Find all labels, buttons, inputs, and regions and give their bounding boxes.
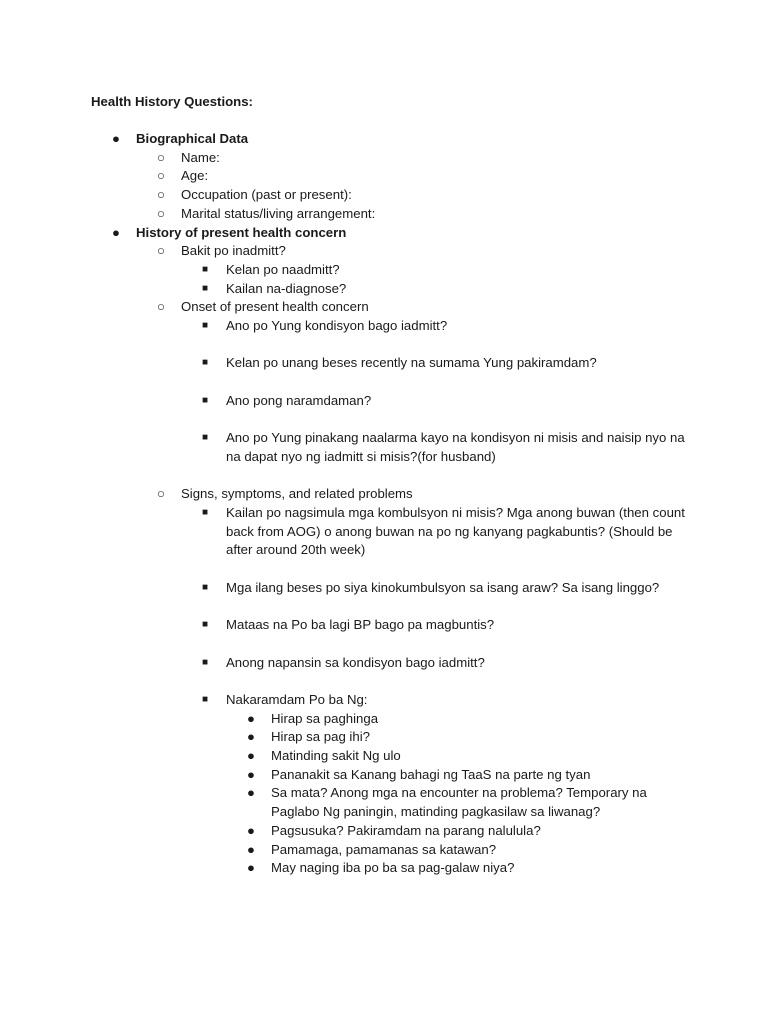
list-item-text: Occupation (past or present): <box>181 187 352 203</box>
list-item <box>0 280 768 299</box>
list-item-text: Pamamaga, pamamanas sa katawan? <box>271 841 497 857</box>
list-item-text: Marital status/living arrangement: <box>181 205 376 221</box>
list-item <box>0 429 768 466</box>
list-item-text: Name: <box>181 149 220 165</box>
list-item <box>0 616 768 635</box>
circle-marker: ○ <box>157 187 165 203</box>
bullet-marker: ● <box>112 131 120 146</box>
square-marker: ■ <box>202 693 209 705</box>
list-item-text: Kailan po nagsimula mga kombulsyon ni misis? Mga anong buwan (then count back from AOG) o anong buwan na po ng kanyang pagkabuntis? (Should be after around 20th week) <box>226 505 685 558</box>
list-item <box>0 822 768 841</box>
square-marker: ■ <box>202 432 209 444</box>
list-item-text: Mga ilang beses po siya kinokumbulsyon sa isang araw? Sa isang linggo? <box>226 579 660 595</box>
list-item <box>0 504 768 560</box>
list-item-text: Mataas na Po ba lagi BP bago pa magbuntis? <box>226 617 495 633</box>
list-item-text: Kelan po naadmitt? <box>226 261 340 277</box>
list-item <box>0 167 768 186</box>
square-marker: ■ <box>202 263 209 275</box>
list-item-text: Ano pong naramdaman? <box>226 392 372 408</box>
list-item <box>0 186 768 205</box>
bullet-marker: ● <box>247 860 255 876</box>
subsection-label: Bakit po inadmitt? <box>181 243 286 259</box>
list-item <box>0 859 768 878</box>
bullet-marker: ● <box>112 224 120 240</box>
list-item <box>0 149 768 168</box>
list-item <box>0 691 768 710</box>
section-history-present-concern <box>0 224 768 243</box>
list-item-text: Kailan na-diagnose? <box>226 280 347 296</box>
square-marker: ■ <box>202 656 209 668</box>
subsection-bakit <box>0 242 768 261</box>
square-marker: ■ <box>202 282 209 294</box>
list-item-text: Nakaramdam Po ba Ng: <box>226 691 368 707</box>
list-item <box>0 766 768 785</box>
section-label: History of present health concern <box>136 224 347 240</box>
bullet-marker: ● <box>247 822 255 838</box>
list-item <box>0 261 768 280</box>
circle-marker: ○ <box>157 205 165 221</box>
bullet-marker: ● <box>247 748 255 764</box>
list-item-text: Anong napansin sa kondisyon bago iadmitt? <box>226 654 485 670</box>
document-title: Health History Questions: <box>91 94 253 109</box>
list-item <box>0 747 768 766</box>
list-item-text: Sa mata? Anong mga na encounter na problema? Temporary na Paglabo Ng paningin, matinding pagkasilaw sa liwanag? <box>271 785 647 820</box>
square-marker: ■ <box>202 507 209 518</box>
list-item <box>0 392 768 411</box>
list-item <box>0 317 768 336</box>
bullet-marker: ● <box>247 729 255 745</box>
list-item-text: Ano po Yung kondisyon bago iadmitt? <box>226 318 448 334</box>
list-item <box>0 579 768 598</box>
list-item-text: Age: <box>181 168 209 184</box>
list-item-text: Pananakit sa Kanang bahagi ng TaaS na parte ng tyan <box>271 766 591 782</box>
list-item-text: Ano po Yung pinakang naalarma kayo na kondisyon ni misis and naisip nyo na na dapat nyo ng iadmitt si misis?(for husband) <box>226 430 685 464</box>
list-item <box>0 841 768 860</box>
list-item-text: Kelan po unang beses recently na sumama Yung pakiramdam? <box>226 355 597 371</box>
square-marker: ■ <box>202 320 209 332</box>
list-item <box>0 654 768 673</box>
circle-marker: ○ <box>157 299 165 315</box>
circle-marker: ○ <box>157 149 165 165</box>
section-biographical-data <box>0 130 768 149</box>
square-marker: ■ <box>202 619 209 631</box>
list-item <box>0 354 768 373</box>
circle-marker: ○ <box>157 486 165 502</box>
subsection-onset <box>0 298 768 317</box>
list-item <box>0 710 768 729</box>
circle-marker: ○ <box>157 243 165 259</box>
square-marker: ■ <box>202 581 209 593</box>
section-label: Biographical Data <box>136 131 249 146</box>
list-item-text: Pagsusuka? Pakiramdam na parang nalulula? <box>271 822 541 838</box>
list-item-text: Hirap sa pag ihi? <box>271 729 370 745</box>
outline-list <box>0 130 768 878</box>
list-item <box>0 205 768 224</box>
square-marker: ■ <box>202 394 209 406</box>
bullet-marker: ● <box>247 766 255 782</box>
list-item <box>0 728 768 747</box>
list-item-text: Matinding sakit Ng ulo <box>271 748 401 764</box>
square-marker: ■ <box>202 357 209 369</box>
bullet-marker: ● <box>247 710 255 726</box>
bullet-marker: ● <box>247 841 255 857</box>
subsection-signs-symptoms <box>0 485 768 504</box>
list-item-text: May naging iba po ba sa pag-galaw niya? <box>271 860 515 876</box>
list-item-text: Hirap sa paghinga <box>271 710 379 726</box>
subsection-label: Onset of present health concern <box>181 299 369 315</box>
list-item <box>0 784 768 821</box>
subsection-label: Signs, symptoms, and related problems <box>181 486 413 502</box>
circle-marker: ○ <box>157 168 165 184</box>
bullet-marker: ● <box>247 785 255 801</box>
